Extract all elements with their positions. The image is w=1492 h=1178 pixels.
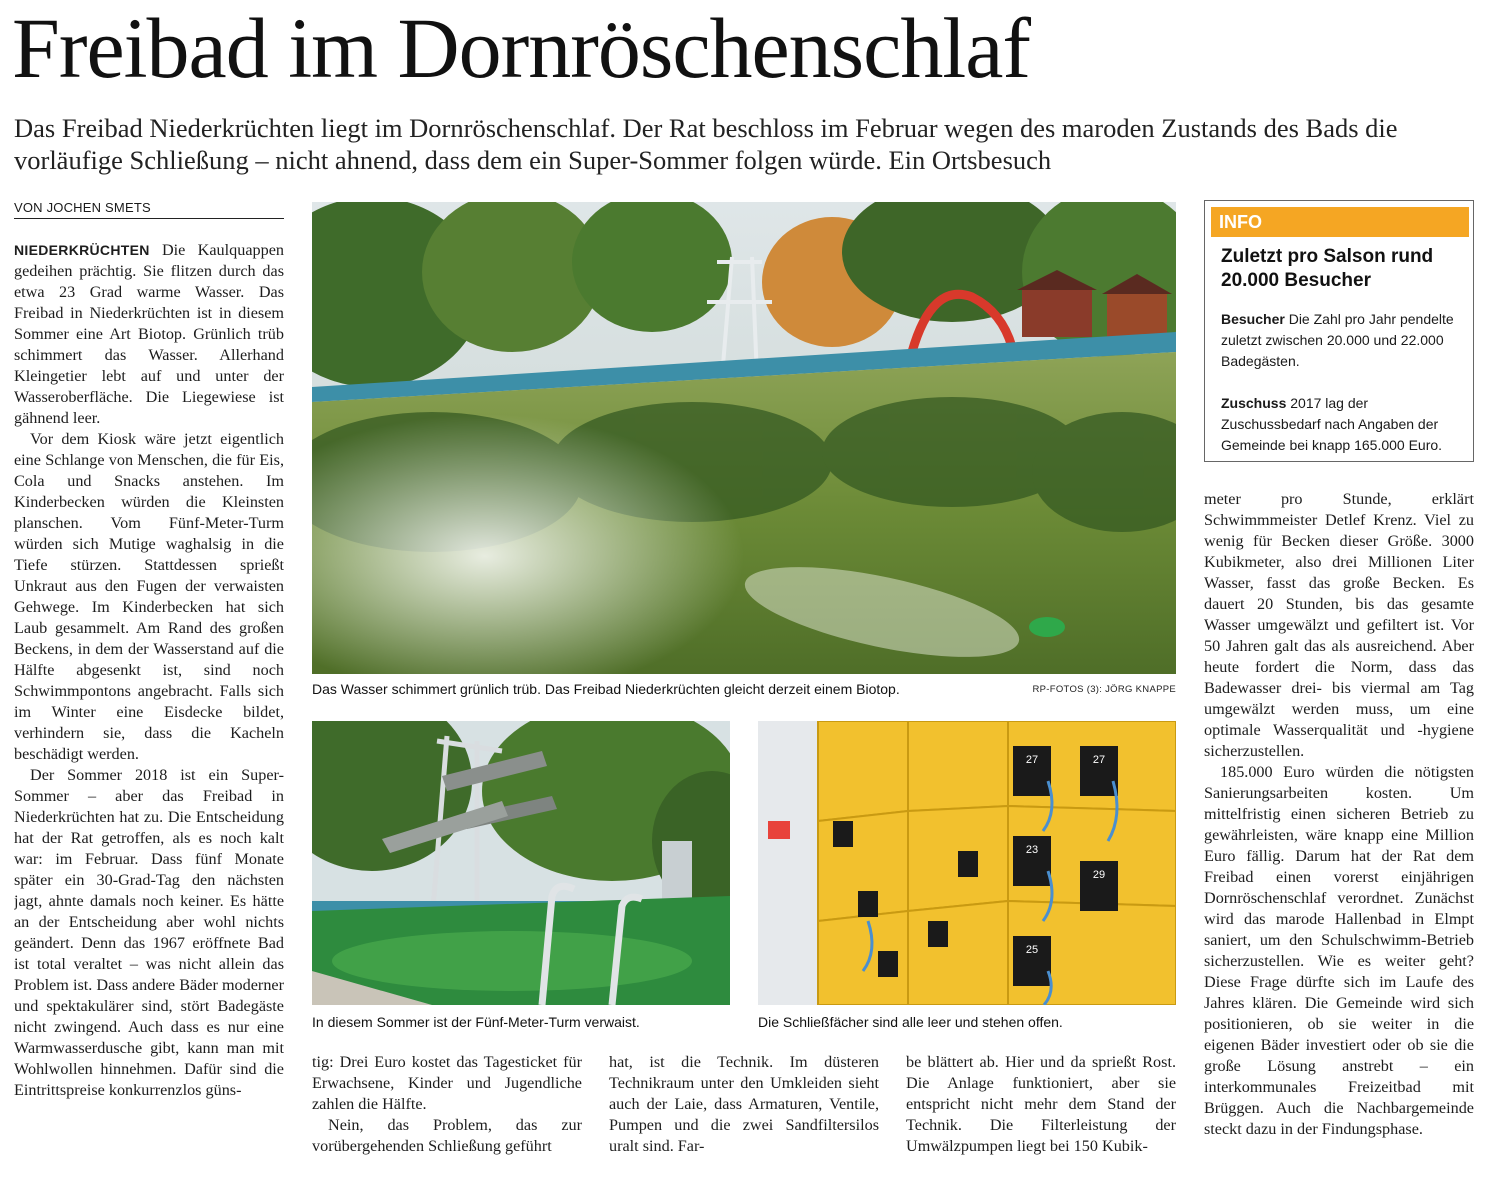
lockers-photo [758, 721, 1176, 1005]
locker-number: 29 [1092, 869, 1106, 881]
info-item-label: Besucher [1221, 311, 1285, 327]
locker-number: 23 [1025, 844, 1039, 856]
info-title: Zuletzt pro Salson rund 20.000 Besucher [1221, 246, 1434, 291]
info-item-besucher [1221, 309, 1465, 372]
article-column-3 [609, 1052, 879, 1162]
article-column-5 [1204, 489, 1474, 1161]
paragraph-1: NIEDERKRÜCHTEN Die Kaulquappen gedeihen prächtig. Sie flitzen durch das etwa 23 Grad warme Wasser. Das Freibad in Niederkrüchten ist in diesem Sommer eine Art Biotop. Grünlich trüb schimmert das Wasser. Allerhand Kleingetier lebt auf und unter der Wasseroberfläche. Die Liegewiese ist gähnend leer. [14, 241, 284, 427]
dateline: NIEDERKRÜCHTEN [14, 242, 150, 258]
article-column-1 [14, 240, 284, 1158]
byline: VON JOCHEN SMETS [14, 200, 284, 219]
info-tag: INFO [1211, 207, 1469, 237]
paragraph-2: Vor dem Kiosk wäre jetzt eigentlich eine Schlange von Menschen, die für Eis, Cola und Snacks anstehen. Im Kinderbecken würden die Kleinsten planschen. Vom Fünf-Meter-Turm würden sich Mutige waghalsig in die Tiefe stürzen. Stattdessen sprießt Unkraut aus den Fugen der verwaisten Gehwege. Im Kinderbecken hat sich Laub gesammelt. Am Rand des großen Beckens, in dem der Wasserstand auf die Hälfte abgesenkt ist, sind noch Schwimmpontons angebracht. Falls sich im Winter eine Eisdecke bildet, verhindern sie, dass die Kacheln beschädigt werden. [14, 430, 284, 763]
info-item-text: 2017 lag der Zuschussbedarf nach Angaben der Gemeinde bei knapp 165.000 Euro. [1221, 395, 1443, 453]
paragraph-8: meter pro Stunde, erklärt Schwimmmeister Detlef Krenz. Viel zu wenig für Becken dieser Größe. 3000 Kubikmeter, also drei Millionen Liter Wasser, fasst das große Becken. Es dauert 20 Stunden, bis das gesamte Wasser umgewälzt und gefiltert ist. Vor 50 Jahren galt das als ausreichend. Aber heute fordert die Norm, dass das Badewasser drei- bis viermal am Tag umgewälzt werden muss, um eine optimale Wasserqualität und -hygiene sicherzustellen. [1204, 490, 1474, 760]
deck: Das Freibad Niederkrüchten liegt im Dornröschenschlaf. Der Rat beschloss im Februar wegen des maroden Zustands des Bads die vorläufige Schließung – nicht ahnend, dass dem ein Super-Sommer folgen würde. Ein Ortsbesuch [14, 113, 1398, 175]
article-column-4 [906, 1052, 1176, 1162]
main-photo-caption: Das Wasser schimmert grünlich trüb. Das Freibad Niederkrüchten gleicht derzeit einem Biotop. [312, 681, 900, 697]
locker-number: 27 [1025, 754, 1039, 766]
info-item-text: Die Zahl pro Jahr pendelte zuletzt zwischen 20.000 und 22.000 Badegästen. [1221, 311, 1454, 369]
locker-number: 25 [1025, 944, 1039, 956]
locker-number: 27 [1092, 754, 1106, 766]
info-box [1204, 200, 1474, 462]
headline: Freibad im Dornröschenschlaf [12, 0, 1031, 96]
paragraph-5: Nein, das Problem, das zur vorübergehenden Schließung geführt [312, 1116, 582, 1155]
photo-credit: RP-FOTOS (3): JÖRG KNAPPE [1032, 684, 1176, 695]
paragraph-7: be blättert ab. Hier und da sprießt Rost. Die Anlage funktioniert, aber sie entspricht nicht mehr dem Stand der Technik. Die Filterleistung der Umwälzpumpen liegt bei 150 Kubik- [906, 1053, 1176, 1155]
article-column-2 [312, 1052, 582, 1162]
main-photo [312, 202, 1176, 674]
info-item-label: Zuschuss [1221, 395, 1287, 411]
paragraph-9: 185.000 Euro würden die nötigsten Sanierungsarbeiten kosten. Um mittelfristig einen sicheren Betrieb zu gewährleisten, wäre knapp eine Million Euro fällig. Darum hat der Rat dem Freibad einen vorerst einjährigen Dornröschenschlaf verordnet. Zunächst wird das marode Hallenbad in Elmpt saniert, um den Schulschwimm-Betrieb sicherzustellen. Wie es weiter geht? Diese Frage dürfte sich im Laufe des Jahres klären. Die Gemeinde wird sich positionieren, ob sie weiter in die eigenen Bäder investiert oder ob sie die große Lösung anstrebt – ein interkommunales Freizeitbad mit Brüggen. Auch die Nachbargemeinde steckt dazu in der Findungsphase. [1204, 763, 1474, 1138]
info-item-zuschuss [1221, 393, 1465, 456]
paragraph-6: hat, ist die Technik. Im düsteren Technikraum unter den Umkleiden sieht auch der Laie, dass Armaturen, Ventile, Pumpen und die zwei Sandfiltersilos uralt sind. Far- [609, 1053, 879, 1155]
lockers-photo-caption: Die Schließfächer sind alle leer und stehen offen. [758, 1014, 1063, 1030]
tower-photo [312, 721, 730, 1005]
paragraph-3: Der Sommer 2018 ist ein Super-Sommer – aber das Freibad in Niederkrüchten hat zu. Die Entscheidung hat der Rat getroffen, als es noch kalt war: im Februar. Dass fünf Monate später ein 30-Grad-Tag den nächsten jagt, ahnte damals noch keiner. Es hätte an der Entscheidung aber wohl nichts geändert. Denn das 1967 eröffnete Bad ist total veraltet – was nicht allein das Problem ist. Dass andere Bäder moderner und spektakulärer sind, stört Badegäste nicht zwingend. Auch dass es nur eine Warmwasserdusche gibt, kann man mit Wohlwollen hinnehmen. Dafür sind die Eintrittspreise konkurrenzlos güns- [14, 766, 284, 1099]
tower-photo-caption: In diesem Sommer ist der Fünf-Meter-Turm verwaist. [312, 1014, 640, 1030]
paragraph-4: tig: Drei Euro kostet das Tagesticket für Erwachsene, Kinder und Jugendliche zahlen die Hälfte. [312, 1053, 582, 1113]
